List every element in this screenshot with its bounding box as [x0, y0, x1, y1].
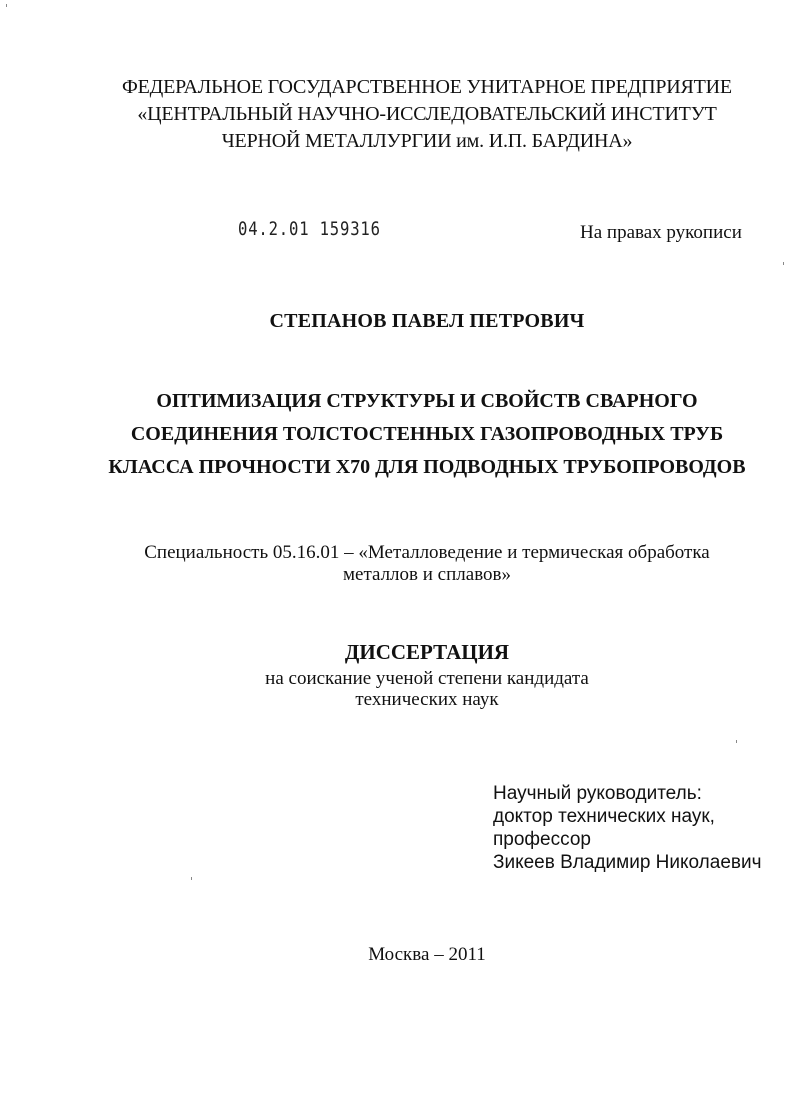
specialty-line-1: Специальность 05.16.01 – «Металловедение и термическая обработка — [144, 542, 710, 563]
rights-note: На правах рукописи — [580, 222, 742, 243]
scan-speck — [736, 740, 737, 743]
organization-header — [28, 74, 798, 155]
scan-speck — [783, 262, 784, 265]
specialty — [28, 542, 798, 586]
supervisor-label: Научный руководитель: — [493, 783, 702, 804]
scan-speck — [191, 877, 192, 880]
scan-speck — [6, 4, 7, 7]
organization-line-2: «ЦЕНТРАЛЬНЫЙ НАУЧНО-ИССЛЕДОВАТЕЛЬСКИЙ ИНСТИТУТ — [137, 103, 717, 125]
supervisor-rank: профессор — [493, 829, 591, 850]
supervisor-name: Зикеев Владимир Николаевич — [493, 852, 762, 873]
title-line-3: КЛАССА ПРОЧНОСТИ Х70 ДЛЯ ПОДВОДНЫХ ТРУБОПРОВОДОВ — [108, 456, 746, 478]
title-line-2: СОЕДИНЕНИЯ ТОЛСТОСТЕННЫХ ГАЗОПРОВОДНЫХ ТРУБ — [130, 423, 724, 445]
catalog-number: 04.2.01 159316 — [238, 218, 381, 240]
degree-line-2: технических наук — [355, 689, 499, 710]
degree-line-1: на соискание ученой степени кандидата — [265, 668, 589, 689]
specialty-line-2: металлов и сплавов» — [342, 564, 512, 585]
dissertation-heading: ДИССЕРТАЦИЯ — [344, 640, 510, 664]
author-name: СТЕПАНОВ ПАВЕЛ ПЕТРОВИЧ — [269, 310, 585, 332]
city-year: Москва – 2011 — [368, 944, 486, 965]
organization-line-3: ЧЕРНОЙ МЕТАЛЛУРГИИ им. И.П. БАРДИНА» — [221, 130, 633, 152]
dissertation-title — [28, 385, 798, 484]
dissertation-degree — [28, 668, 798, 710]
supervisor-block — [493, 782, 762, 874]
organization-line-1: ФЕДЕРАЛЬНОЕ ГОСУДАРСТВЕННОЕ УНИТАРНОЕ ПРЕДПРИЯТИЕ — [122, 76, 732, 98]
title-line-1: ОПТИМИЗАЦИЯ СТРУКТУРЫ И СВОЙСТВ СВАРНОГО — [156, 390, 698, 412]
supervisor-degree: доктор технических наук, — [493, 806, 715, 827]
